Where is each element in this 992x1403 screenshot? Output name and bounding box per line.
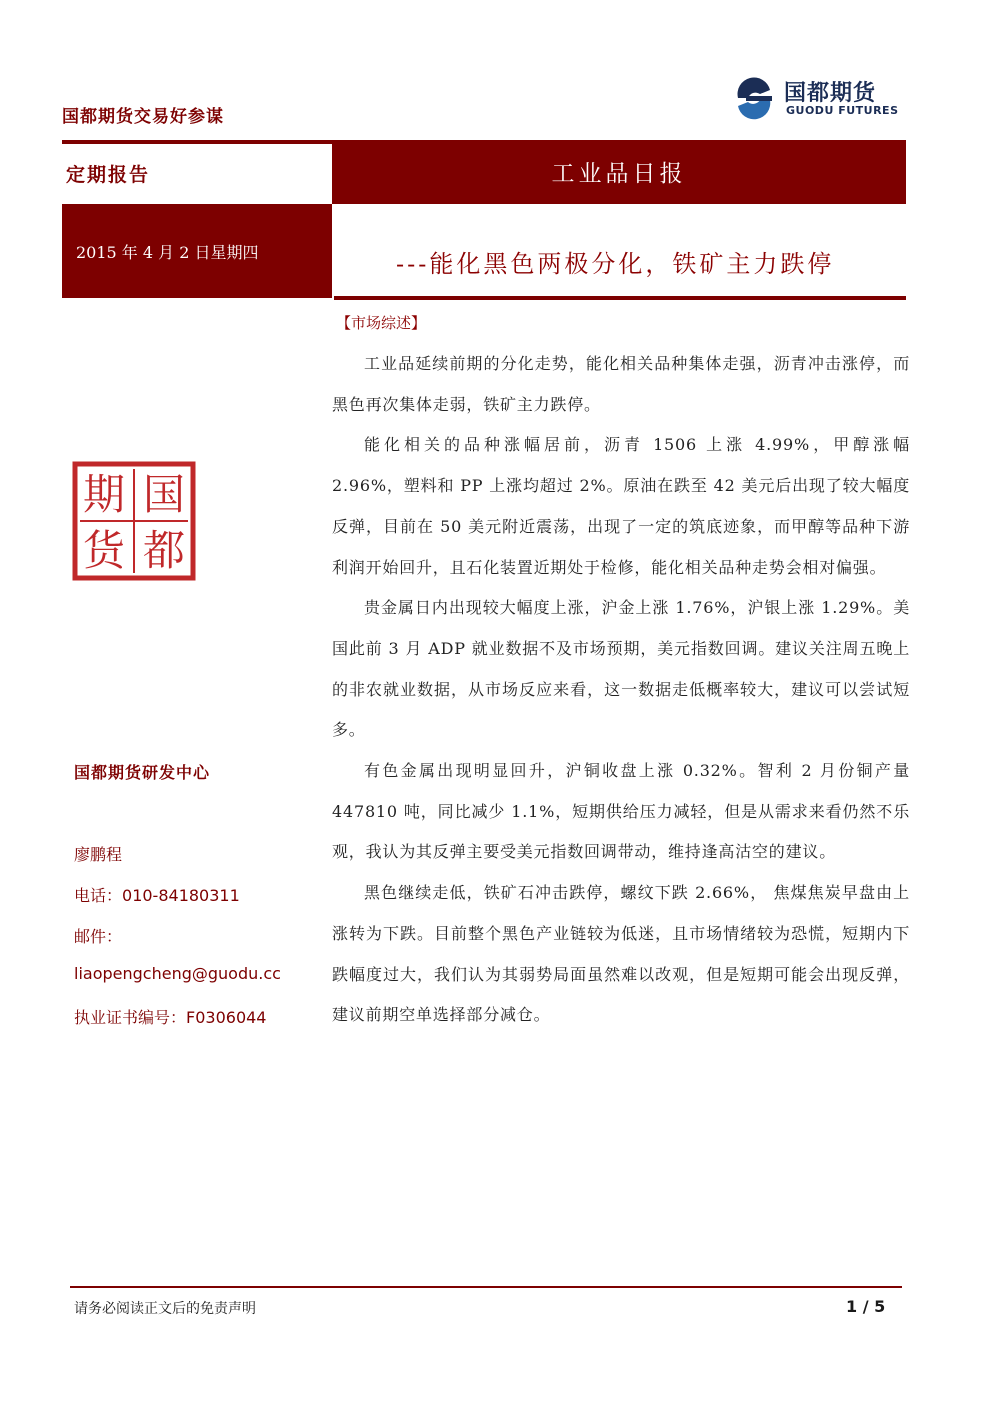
phone-number[interactable]: 010-84180311 bbox=[122, 886, 240, 905]
report-title: 工业品日报 bbox=[551, 161, 687, 187]
phone-row bbox=[74, 883, 240, 906]
analyst-name: 廖鹏程 bbox=[74, 845, 123, 864]
footer-rule bbox=[70, 1286, 902, 1288]
department: 国都期货研发中心 bbox=[74, 763, 211, 782]
paragraph: 有色金属出现明显回升，沪铜收盘上涨 0.32%。智利 2 月份铜产量 447810 吨，同比减少 1.1%，短期供给压力减轻，但是从需求来看仍然不乐观，我认为其反弹主要受美元指数回调带动，维持逢高沽空的建议。 bbox=[332, 761, 910, 862]
paragraph: 工业品延续前期的分化走势，能化相关品种集体走强，沥青冲击涨停，而黑色再次集体走弱，铁矿主力跌停。 bbox=[332, 354, 910, 414]
cert-label: 执业证书编号： bbox=[74, 1008, 187, 1027]
paragraph: 能化相关的品种涨幅居前，沥青 1506 上涨 4.99%，甲醇涨幅 2.96%，塑料和 PP 上涨均超过 2%。原油在跌至 42 美元后出现了较大幅度反弹，目前在 50 美元附近震荡，出现了一定的筑底迹象，而甲醇等品种下游利润开始回升，且石化装置近期处于检修，能化相关品种走势会相对偏强。 bbox=[332, 435, 910, 577]
cert-row bbox=[74, 1005, 266, 1028]
logo-text-chinese: 国都期货 bbox=[784, 81, 877, 106]
seal-char: 期 bbox=[82, 470, 126, 519]
article-body bbox=[332, 344, 910, 1036]
logo-text-english: GUODU FUTURES bbox=[786, 104, 899, 117]
cert-number: F0306044 bbox=[186, 1008, 267, 1027]
seal-char: 货 bbox=[82, 526, 126, 575]
subtitle-rule bbox=[334, 296, 906, 300]
phone-label: 电话： bbox=[74, 886, 123, 905]
email-text[interactable]: liaopengcheng@guodu.cc bbox=[74, 964, 281, 983]
report-type: 定期报告 bbox=[66, 164, 151, 186]
email-address[interactable] bbox=[74, 964, 281, 983]
header-tagline: 国都期货交易好参谋 bbox=[62, 107, 224, 127]
report-date: 2015 年 4 月 2 日星期四 bbox=[76, 243, 259, 262]
section-heading: 【市场综述】 bbox=[336, 314, 427, 332]
paragraph: 贵金属日内出现较大幅度上涨，沪金上涨 1.76%，沪银上涨 1.29%。美国此前 3 月 ADP 就业数据不及市场预期，美元指数回调。建议关注周五晚上的非农就业数据，从市场反应来看，这一数据走低概率较大，建议可以尝试短多。 bbox=[332, 598, 910, 740]
footer-disclaimer[interactable]: 请务必阅读正文后的免责声明 bbox=[74, 1301, 256, 1317]
report-subtitle: ---能化黑色两极分化，铁矿主力跌停 bbox=[396, 250, 835, 278]
email-label: 邮件： bbox=[74, 927, 123, 946]
seal-char: 都 bbox=[142, 526, 186, 575]
company-seal-icon bbox=[72, 461, 196, 581]
seal-char: 国 bbox=[142, 470, 186, 519]
paragraph: 黑色继续走低，铁矿石冲击跌停，螺纹下跌 2.66%， 焦煤焦炭早盘由上涨转为下跌。目前整个黑色产业链较为低迷，且市场情绪较为恐慌，短期内下跌幅度过大，我们认为其弱势局面虽然难以改观，但是短期可能会出现反弹，建议前期空单选择部分减仓。 bbox=[332, 883, 910, 1025]
page-number: 1 / 5 bbox=[846, 1297, 886, 1316]
